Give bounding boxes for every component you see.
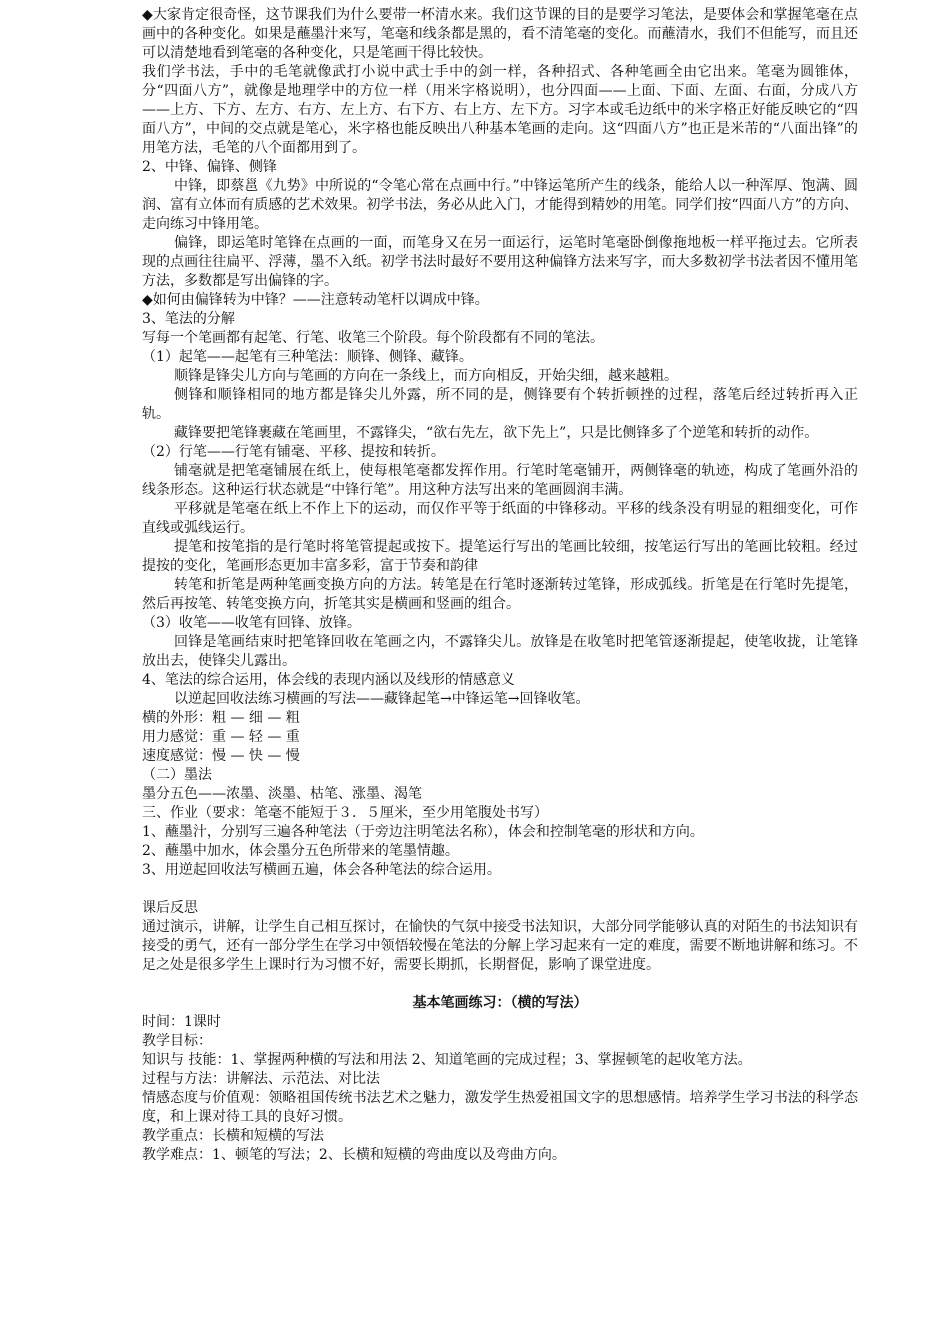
body-paragraph-shunfeng: 顺锋是锋尖儿方向与笔画的方向在一条线上，而方向相反，开始尖细，越来越粗。 (174, 368, 678, 384)
document-page (142, 6, 858, 1165)
section-heading-2: 2、中锋、偏锋、侧锋 (142, 159, 277, 175)
line-shape: 横的外形：粗 — 细 — 粗 (142, 710, 300, 726)
subheading-mofa: （二）墨法 (142, 767, 212, 783)
line-five-colors: 墨分五色——浓墨、淡墨、枯笔、涨墨、渴笔 (142, 786, 422, 802)
lesson-attitude-values: 情感态度与价值观：领略祖国传统书法艺术之魅力，激发学生热爱祖国文字的思想感情。培养学生学习书法的科学态度，和上课对待工具的良好习惯。 (142, 1090, 858, 1125)
reflection-body: 通过演示，讲解，让学生自己相互探讨，在愉快的气氛中接受书法知识，大部分同学能够认真的对陌生的书法知识有接受的勇气，还有一部分学生在学习中领悟较慢在笔法的分解上学习起来有一定的难度，需要不断地讲解和练习。不足之处是很多学生上课时行为习惯不好，需要长期抓，长期督促，影响了课堂进度。 (142, 919, 858, 973)
body-paragraph-huifeng: 回锋是笔画结束时把笔锋回收在笔画之内，不露锋尖儿。放锋是在收笔时把笔管逐渐提起，使笔收拢，让笔锋放出去，使锋尖儿露出。 (142, 634, 858, 669)
body-paragraph-cangfeng: 藏锋要把笔锋裹藏在笔画里，不露锋尖，“欲右先左，欲下先上”，只是比侧锋多了个逆笔和转折的动作。 (174, 425, 819, 441)
lesson-time: 时间：1课时 (142, 1014, 221, 1030)
subheading-shoubi: （3）收笔——收笔有回锋、放锋。 (142, 615, 361, 631)
body-paragraph-2: 我们学书法，手中的毛笔就像武打小说中武士手中的剑一样，各种招式、各种笔画全由它出来。笔毫为圆锥体，分“四面八方”，就像是地理学中的方位一样（用米字格说明），也分四面——上面、下面、左面、右面，分成八方——上方、下方、左方、右方、左上方、右下方、右上方、左下方。习字本或毛边纸中的米字格正好能反映它的“四面八方”，中间的交点就是笔心，米字格也能反映出八种基本笔画的走向。这“四面八方”也正是米芾的“八面出锋”的用笔方法，毛笔的八个面都用到了。 (142, 64, 858, 156)
body-paragraph-question: ◆如何由偏锋转为中锋？——注意转动笔杆以调成中锋。 (142, 292, 489, 308)
lesson-knowledge-skills: 知识与 技能：1、掌握两种横的写法和用法 2、知道笔画的完成过程；3、掌握顿笔的起收笔方法。 (142, 1052, 752, 1068)
reflection-title: 课后反思 (142, 900, 198, 916)
body-paragraph-pingyi: 平移就是笔毫在纸上不作上下的运动，而仅作平等于纸面的中锋移动。平移的线条没有明显的粗细变化，可作直线或弧线运行。 (142, 501, 858, 536)
lesson-key-points: 教学重点：长横和短横的写法 (142, 1128, 324, 1144)
lesson-difficulties: 教学难点：1、顿笔的写法；2、长横和短横的弯曲度以及弯曲方向。 (142, 1147, 566, 1163)
homework-item-2: 2、蘸墨中加水，体会墨分五色所带来的笔墨情趣。 (142, 843, 459, 859)
lesson-process-methods: 过程与方法：讲解法、示范法、对比法 (142, 1071, 380, 1087)
homework-item-3: 3、用逆起回收法写横画五遍，体会各种笔法的综合运用。 (142, 862, 501, 878)
lesson-goals-label: 教学目标： (142, 1033, 212, 1049)
body-paragraph-stages: 写每一个笔画都有起笔、行笔、收笔三个阶段。每个阶段都有不同的笔法。 (142, 330, 604, 346)
line-speed: 速度感觉：慢 — 快 — 慢 (142, 748, 300, 764)
body-paragraph-tian: 提笔和按笔指的是行笔时将笔管提起或按下。提笔运行写出的笔画比较细，按笔运行写出的笔画比较粗。经过提按的变化，笔画形态更加丰富多彩，富于节奏和韵律 (142, 539, 858, 574)
body-paragraph-zhuanzhe: 转笔和折笔是两种笔画变换方向的方法。转笔是在行笔时逐渐转过笔锋，形成弧线。折笔是在行笔时先提笔，然后再按笔、转笔变换方向，折笔其实是横画和竖画的组合。 (142, 577, 858, 612)
subheading-qibi: （1）起笔——起笔有三种笔法：顺锋、侧锋、藏锋。 (142, 349, 473, 365)
subheading-xingbi: （2）行笔——行笔有铺毫、平移、提按和转折。 (142, 444, 445, 460)
body-paragraph-niqi: 以逆起回收法练习横画的写法——藏锋起笔→中锋运笔→回锋收笔。 (174, 691, 590, 707)
blank-line (142, 880, 858, 899)
blank-line (142, 975, 858, 994)
lesson-heading: 基本笔画练习：（横的写法） (412, 995, 588, 1011)
body-paragraph-pianfeng: 偏锋，即运笔时笔锋在点画的一面，而笔身又在另一面运行，运笔时笔毫卧倒像拖地板一样平拖过去。它所表现的点画往往扁平、浮薄，墨不入纸。初学书法时最好不要用这种偏锋方法来写字，而大多数初学书法者因不懂用笔方法，多数都是写出偏锋的字。 (142, 235, 858, 289)
body-paragraph-1: ◆大家肯定很奇怪，这节课我们为什么要带一杯清水来。我们这节课的目的是要学习笔法，是要体会和掌握笔毫在点画中的各种变化。如果是蘸墨汁来写，笔毫和线条都是黑的，看不清笔毫的变化。而蘸清水，我们不但能写，而且还可以清楚地看到笔毫的各种变化，只是笔画干得比较快。 (142, 7, 858, 61)
section-heading-4: 4、笔法的综合运用，体会线的表现内涵以及线形的情感意义 (142, 672, 515, 688)
body-paragraph-puhao: 铺毫就是把笔毫铺展在纸上，使每根笔毫都发挥作用。行笔时笔毫铺开，两侧锋毫的轨迹，构成了笔画外沿的线条形态。这种运行状态就是“中锋行笔”。用这种方法写出来的笔画圆润丰满。 (142, 463, 858, 498)
body-paragraph-cefeng: 侧锋和顺锋相同的地方都是锋尖儿外露，所不同的是，侧锋要有个转折顿挫的过程，落笔后经过转折再入正轨。 (142, 387, 858, 422)
homework-item-1: 1、蘸墨汁，分别写三遍各种笔法（于旁边注明笔法名称），体会和控制笔毫的形状和方向。 (142, 824, 704, 840)
body-paragraph-zhongfeng: 中锋，即蔡邕《九势》中所说的“令笔心常在点画中行。”中锋运笔所产生的线条，能给人以一种浑厚、饱满、圆润、富有立体而有质感的艺术效果。初学书法，务必从此入门，才能得到精妙的用笔。同学们按“四面八方”的方向、走向练习中锋用笔。 (142, 178, 858, 232)
section-heading-3: 3、笔法的分解 (142, 311, 235, 327)
line-force: 用力感觉：重 — 轻 — 重 (142, 729, 300, 745)
homework-heading: 三、作业（要求：笔毫不能短于３．５厘米，至少用笔腹处书写） (142, 805, 548, 821)
